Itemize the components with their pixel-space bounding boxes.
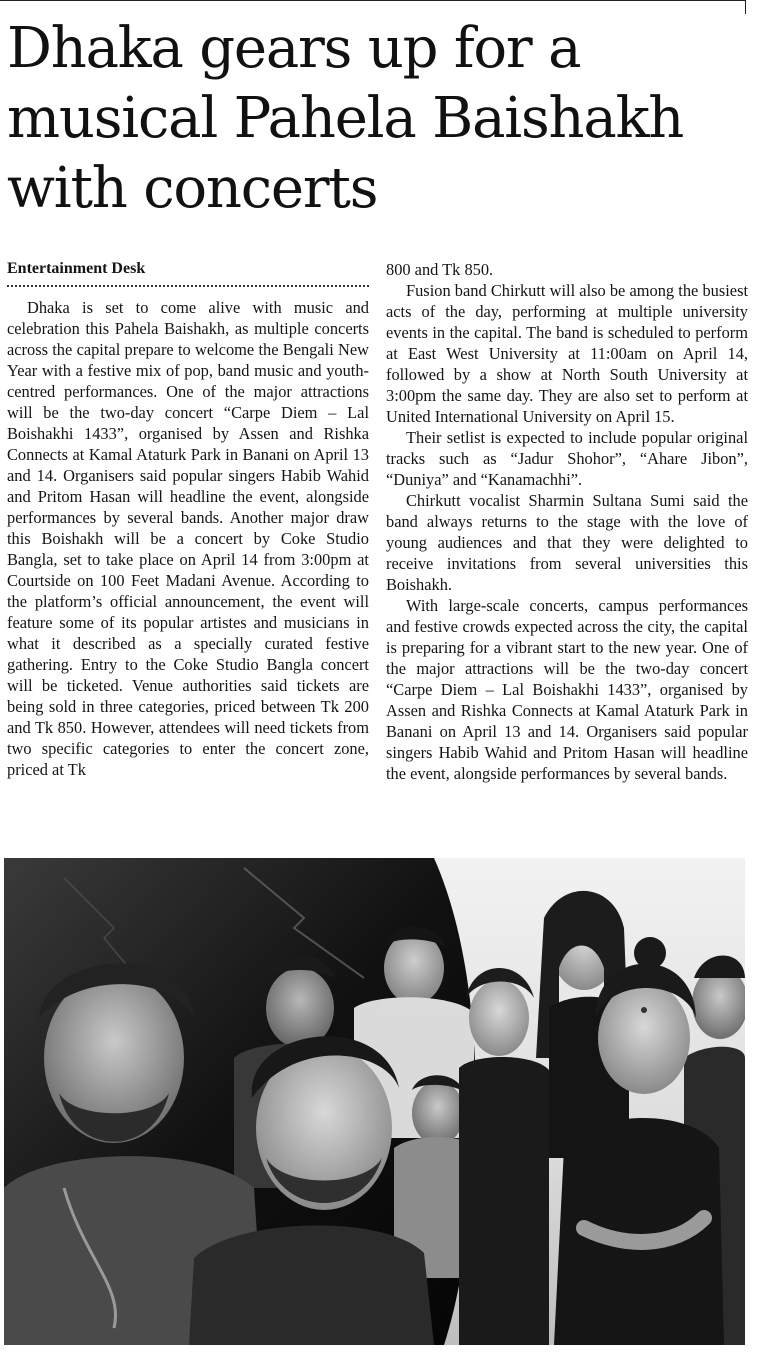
headline: Dhaka gears up for a musical Pahela Baishakh with concerts <box>7 16 684 221</box>
paragraph-right-3: Chirkutt vocalist Sharmin Sultana Sumi said the band always returns to the stage with the love of young audiences and that they were delighted to receive invitations from several universities this Boishakh. <box>386 491 748 594</box>
paragraph-right-1: Fusion band Chirkutt will also be among the busiest acts of the day, performing at multiple university events in the capital. The band is scheduled to perform at East West University at 11:00am on April 14, followed by a show at North South University at 3:00pm the same day. They are also set to perform at United International University on April 15. <box>386 281 748 426</box>
paragraph-right-4: With large-scale concerts, campus performances and festive crowds expected across the city, the capital is preparing for a vibrant start to the new year. One of the major attractions will be the two-day concert “Carpe Diem – Lal Boishakhi 1433”, organised by Assen and Rishka Connects at Kamal Ataturk Park in Banani on April 13 and 14. Organisers said popular singers Habib Wahid and Pritom Hasan will headline the event, alongside performances by several bands. <box>386 596 748 783</box>
corner-rule <box>745 0 746 14</box>
article-photo <box>4 858 745 1345</box>
byline-desk: Entertainment Desk <box>7 259 369 287</box>
right-column <box>386 259 748 784</box>
left-column <box>7 257 369 780</box>
paragraph-left-1: Dhaka is set to come alive with music and celebration this Pahela Baishakh, as multiple concerts across the capital prepare to welcome the Bengali New Year with a festive mix of pop, band music and youth-centred performances. One of the major attractions will be the two-day concert “Carpe Diem – Lal Boishakhi 1433”, organised by Assen and Rishka Connects at Kamal Ataturk Park in Banani on April 13 and 14. Organisers said popular singers Habib Wahid and Pritom Hasan will headline the event, alongside performances by several bands. Another major draw this Boishakh will be a concert by Coke Studio Bangla, set to take place on April 14 from 3:00pm at Courtside on 100 Feet Madani Avenue. According to the platform’s official announcement, the event will feature some of its popular artistes and musicians in what it described as a specially curated festive gathering. Entry to the Coke Studio Bangla concert will be ticketed. Venue authorities said tickets are being sold in three categories, priced between Tk 200 and Tk 850. However, attendees will need tickets from two specific categories to enter the concert zone, priced at Tk <box>7 298 369 779</box>
paragraph-continuation: 800 and Tk 850. <box>386 260 494 279</box>
paragraph-right-2: Their setlist is expected to include popular original tracks such as “Jadur Shohor”, “Ahare Jibon”, “Duniya” and “Kanamachhi”. <box>386 428 748 489</box>
top-rule <box>0 0 746 1</box>
